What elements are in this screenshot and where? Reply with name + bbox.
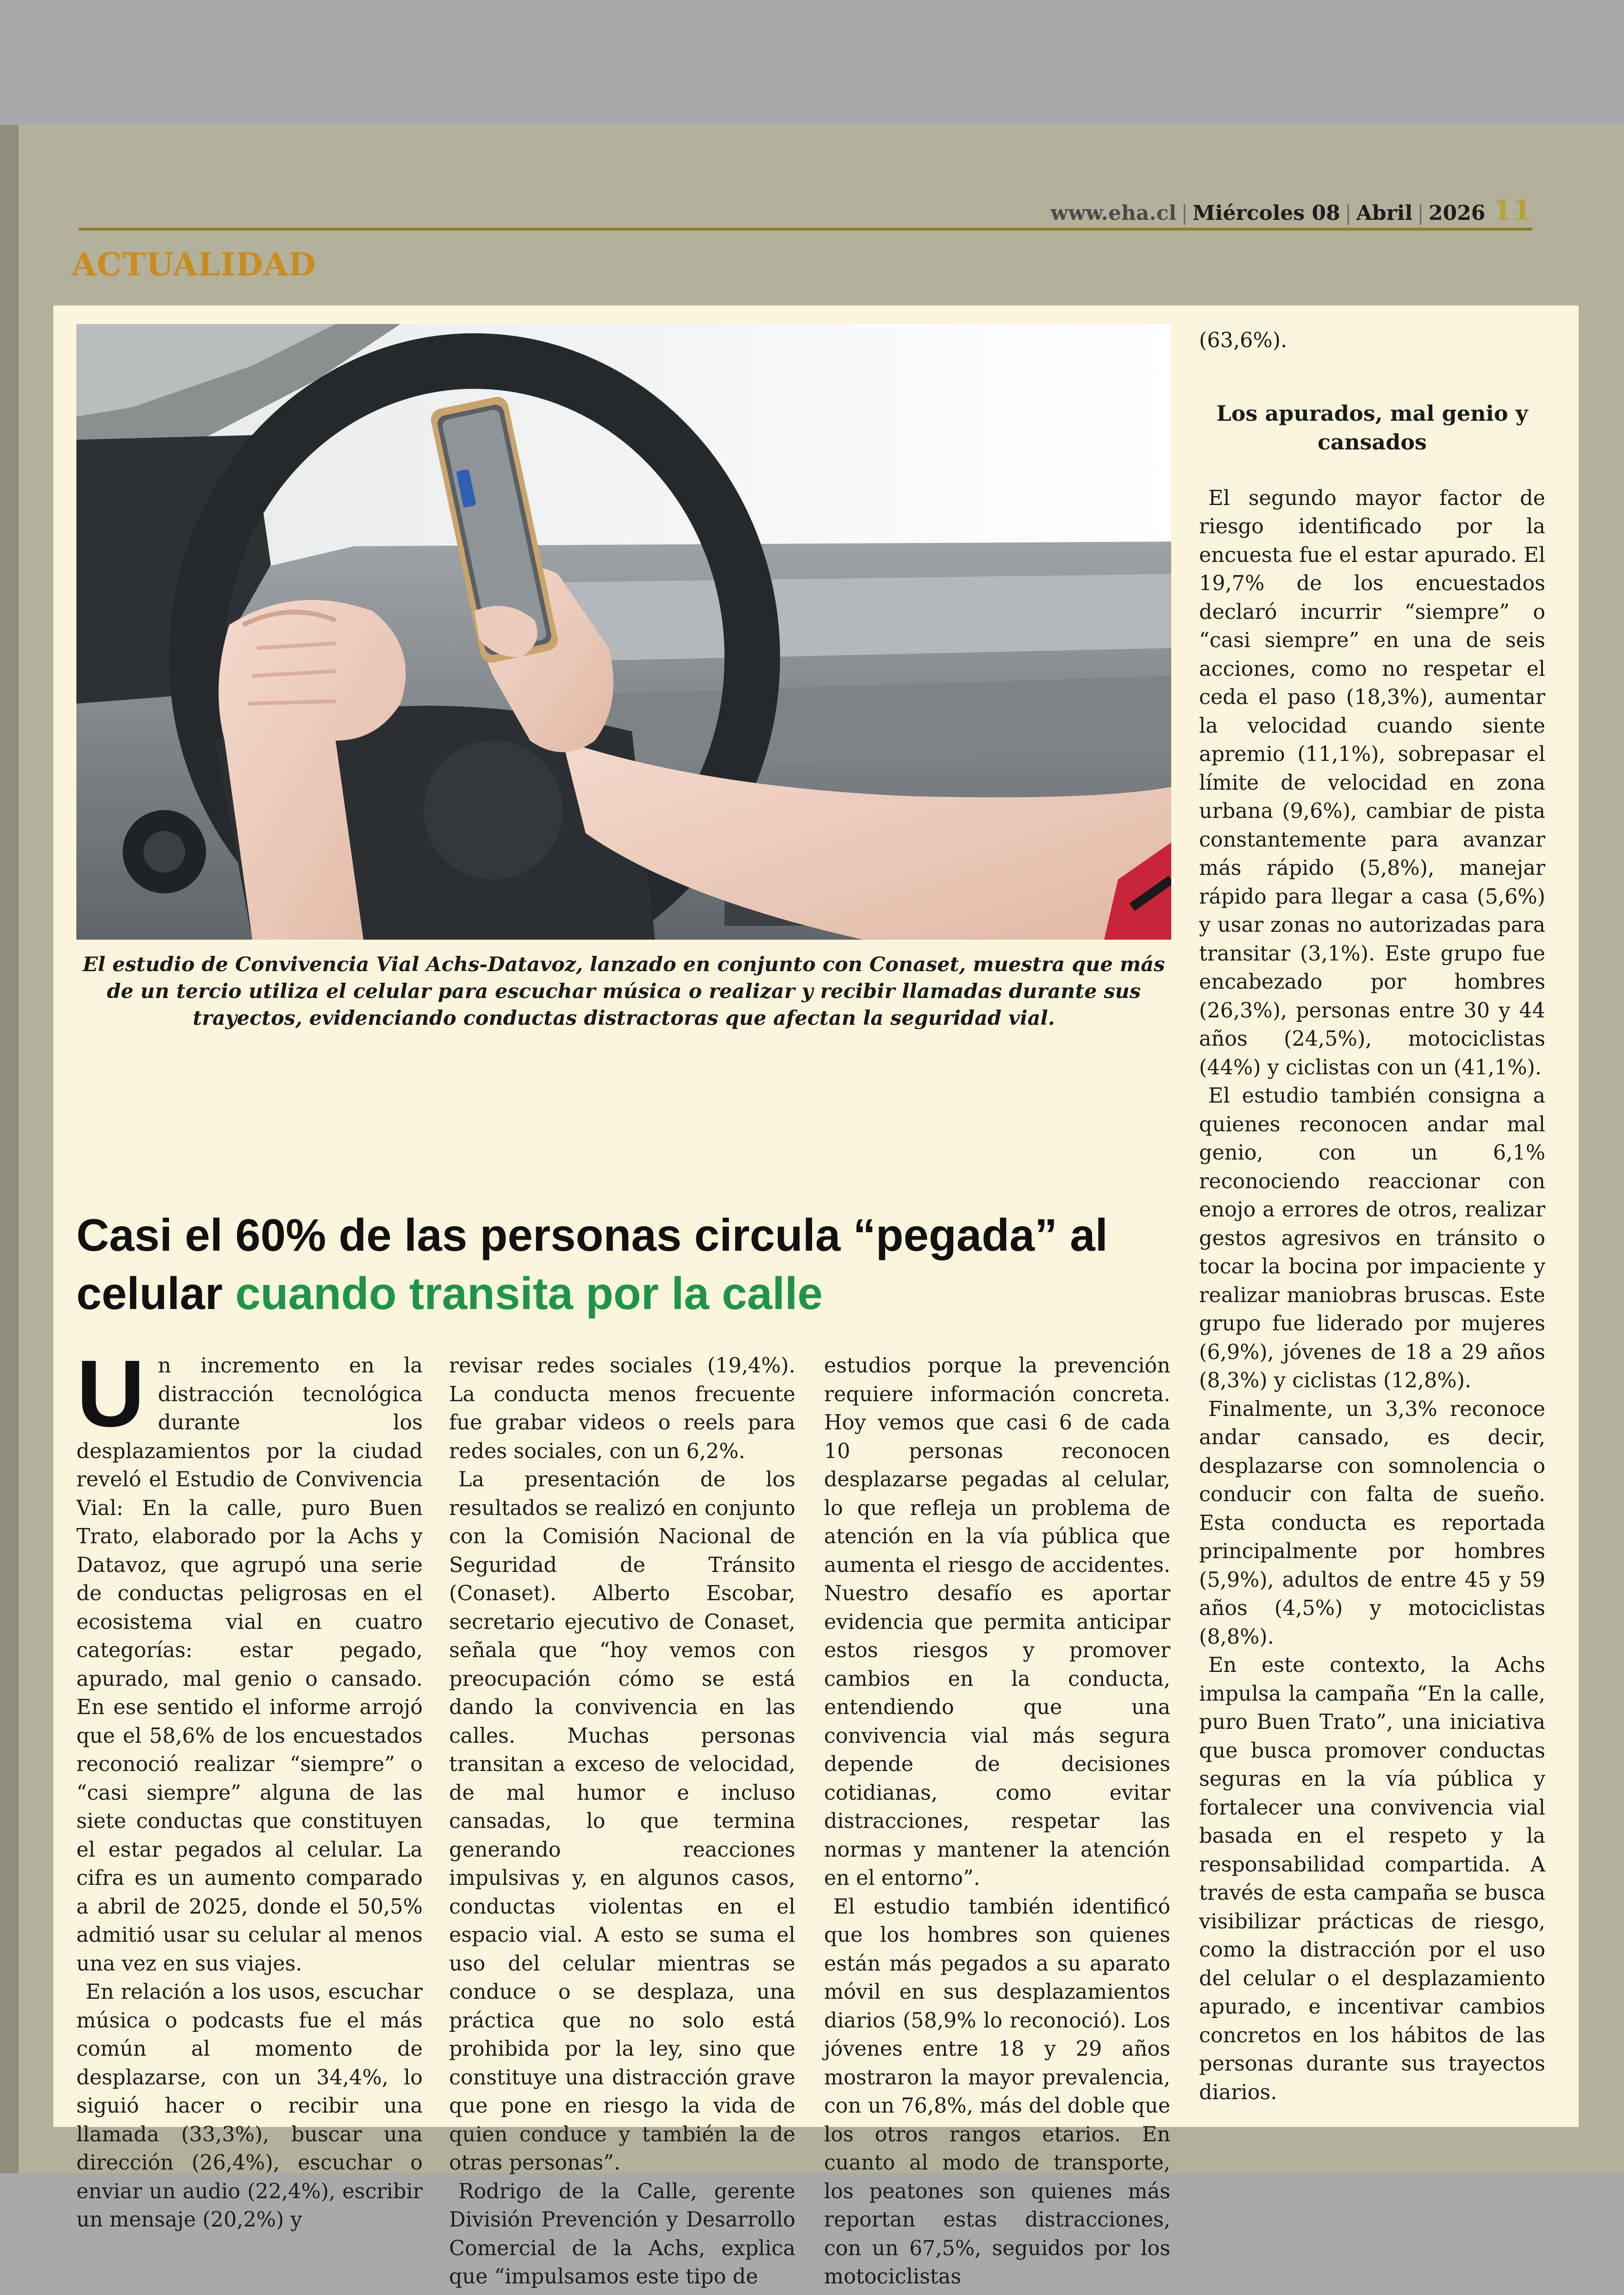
paragraph: El segundo mayor factor de riesgo identificado por la encuesta fue el estar apurado. El 19,7% de los encuestados declaró incurrir “siempre” o “casi siempre” en una de seis acciones, como no respetar el ceda el paso (18,3%), aumentar la velocidad cuando siente apremio (11,1%), sobrepasar el límite de velocidad en zona urbana (9,6%), cambiar de pista constantemente para avanzar más rápido (5,8%), manejar rápido para llegar a casa (5,6%) y usar zonas no autorizadas para transitar (3,1%). Este grupo fue encabezado por hombres (26,3%), personas entre 30 y 44 años (24,5%), motociclistas (44%) y ciclistas con un (41,1%).	[1199, 486, 1545, 1079]
article-column-4	[1199, 326, 1545, 2107]
article-column-1	[76, 1341, 423, 2234]
header-rule	[79, 228, 1532, 231]
paragraph: Rodrigo de la Calle, gerente División Prevención y Desarrollo Comercial de la Achs, explica que “impulsamos este tipo de	[449, 2179, 795, 2289]
article-sheet	[53, 306, 1579, 2289]
headline-main: Casi el 60% de las personas circula “pegada” al celular	[76, 1210, 1108, 1319]
paragraph: En este contexto, la Achs impulsa la campaña “En la calle, puro Buen Trato”, una iniciativa que busca promover conductas seguras en la vía pública y fortalecer una convivencia vial basada en el respeto y la responsabilidad compartida. A través de esta campaña se busca visibilizar prácticas de riesgo, como la distracción por el uso del celular o el desplazamiento apurado, e incentivar cambios concretos en los hábitos de las personas durante sus trayectos diarios.	[1199, 1653, 1545, 2104]
paragraph: El estudio también identificó que los hombres son quienes están más pegados a su aparato móvil en sus desplazamientos diarios (58,9% lo reconoció). Los jóvenes entre 18 y 29 años mostraron la mayor prevalencia, con un 76,8%, más del doble que los otros rangos etarios. En cuanto al modo de transporte, los peatones son quienes más reportan estas distracciones, con un 67,5%, seguidos por los motociclistas	[824, 1895, 1170, 2289]
page-number: 11	[1493, 194, 1531, 227]
folio-divider: |	[1344, 201, 1352, 225]
folio-month: Abril	[1356, 201, 1413, 225]
article-photo	[76, 324, 1171, 940]
page-edge	[0, 125, 19, 2173]
subheading: Los apurados, mal genio y cansados	[1216, 400, 1528, 455]
paragraph: (63,6%).	[1199, 329, 1287, 352]
photo-driver-phone-icon	[76, 324, 1171, 940]
paragraph: revisar redes sociales (19,4%). La conducta menos frecuente fue grabar videos o reels para redes sociales, con un 6,2%.	[449, 1354, 795, 1463]
page-folio	[1050, 194, 1531, 227]
headline-highlight: cuando transita por la calle	[235, 1268, 823, 1319]
paragraph: estudios porque la prevención requiere información concreta. Hoy vemos que casi 6 de cada 10 personas reconocen desplazarse pegadas al celular, lo que refleja un problema de atención en la vía pública que aumenta el riesgo de accidentes. Nuestro desafío es aportar evidencia que permita anticipar estos riesgos y promover cambios en la conducta, entendiendo que una convivencia vial más segura depende de decisiones cotidianas, como evitar distracciones, respetar las normas y mantener la atención en el entorno”.	[824, 1354, 1170, 1890]
article-headline	[76, 1206, 1187, 1322]
paragraph: La presentación de los resultados se realizó en conjunto con la Comisión Nacional de Seguridad de Tránsito (Conaset). Alberto Escobar, secretario ejecutivo de Conaset, señala que “hoy vemos con preocupación cómo se está dando la convivencia en las calles. Muchas personas transitan a exceso de velocidad, de mal humor e incluso cansadas, lo que termina generando reacciones impulsivas y, en algunos casos, conductas violentas en el espacio vial. A esto se suma el uso del celular mientras se conduce o se desplaza, una práctica que no solo está prohibida por la ley, sino que constituye una distracción grave que pone en riesgo la vida de quien conduce y también la de otras personas”.	[449, 1468, 795, 2175]
folio-year: 2026	[1429, 201, 1486, 225]
paragraph: En relación a los usos, escuchar música o podcasts fue el más común al momento de desplazarse, con un 34,4%, lo siguió hacer o recibir una llamada (33,3%), buscar una dirección (26,4%), escuchar o enviar un audio (22,4%), escribir un mensaje (20,2%) y	[76, 1980, 423, 2232]
folio-divider: |	[1181, 201, 1188, 225]
site-url[interactable]: www.eha.cl	[1050, 201, 1177, 225]
paragraph: Finalmente, un 3,3% reconoce andar cansado, es decir, desplazarse con somnolencia o conducir con falta de sueño. Esta conducta es reportada principalmente por hombres (5,9%), adultos de entre 45 y 59 años (4,5%) y motociclistas (8,8%).	[1199, 1397, 1545, 1649]
section-title: ACTUALIDAD	[72, 246, 316, 283]
folio-divider: |	[1417, 201, 1424, 225]
folio-day: Miércoles 08	[1193, 201, 1340, 225]
photo-caption: El estudio de Convivencia Vial Achs-Datavoz, lanzado en conjunto con Conaset, muestra que más de un tercio utiliza el celular para escuchar música o realizar y recibir llamadas durante sus trayectos, evidenciando conductas distractoras que afectan la seguridad vial.	[82, 953, 1165, 1030]
paragraph: n incremento en la distracción tecnológica durante los desplazamientos por la ciudad reveló el Estudio de Convivencia Vial: En la calle, puro Buen Trato, elaborado por la Achs y Datavoz, que agrupó una serie de conductas peligrosas en el ecosistema vial en cuatro categorías: estar pegado, apurado, mal genio o cansado. En ese sentido el informe arrojó que el 58,6% de los encuestados reconoció realizar “siempre” o “casi siempre” alguna de las siete conductas que constituyen el estar pegados al celular. La cifra es un aumento comparado a abril de 2025, donde el 50,5% admitió usar su celular al menos una vez en sus viajes.	[76, 1354, 423, 1976]
newspaper-page	[0, 125, 1624, 2289]
article-column-3	[824, 1352, 1170, 2291]
drop-cap: U	[76, 1341, 145, 1447]
paragraph: El estudio también consigna a quienes reconocen andar mal genio, con un 6,1% reconociendo reaccionar con enojo a errores de otros, realizar gestos agresivos en tránsito o tocar la bocina por impaciente y realizar maniobras bruscas. Este grupo fue liderado por mujeres (6,9%), jóvenes de 18 a 29 años (8,3%) y ciclistas (12,8%).	[1199, 1084, 1545, 1392]
article-column-2	[449, 1352, 795, 2291]
